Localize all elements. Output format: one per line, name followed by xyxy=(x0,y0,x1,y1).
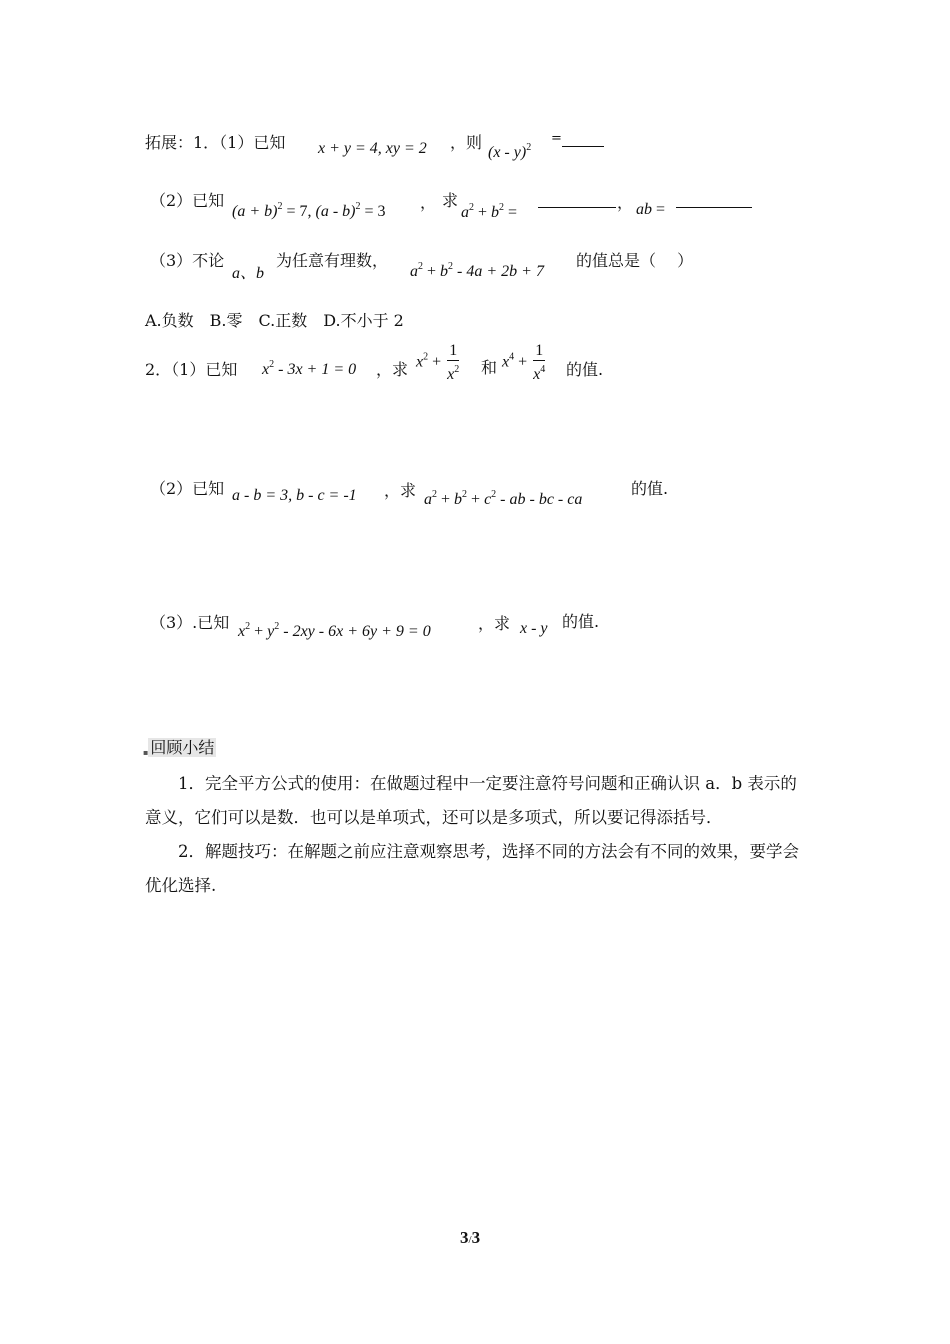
var-x: x xyxy=(238,623,246,640)
exp: 2 xyxy=(418,261,423,272)
exp: 2 xyxy=(499,202,505,213)
ext-q1-1 xyxy=(145,130,285,153)
var-b: b xyxy=(440,263,449,280)
denominator xyxy=(445,361,461,384)
var-x: x xyxy=(533,366,541,383)
q2-1-suffix: 的值. xyxy=(566,360,604,379)
exp: 2 xyxy=(448,261,454,272)
eq: = xyxy=(652,201,666,218)
anchor-marker-icon: ▪ xyxy=(143,748,149,757)
var-a: a xyxy=(461,204,469,221)
ext-q1-3-vars: a、b xyxy=(232,265,265,282)
exp: 4 xyxy=(540,364,546,375)
q2-1-ask-2 xyxy=(502,342,547,384)
q2-3-suffix: 的值. xyxy=(562,612,600,631)
choice-options: A.负数 B.零 C.正数 D.不小于 2 xyxy=(145,311,404,330)
fraction xyxy=(445,342,461,384)
var-ab: ab xyxy=(636,201,652,218)
given-1-rest: = 7, xyxy=(282,203,316,220)
ext-q1-3-suffix: 的值总是（ ） xyxy=(576,251,694,270)
ext-q1-1-eq: = xyxy=(551,131,562,146)
summary-title: 回顾小结 xyxy=(150,738,215,757)
exp: 2 xyxy=(491,489,497,500)
exp: 4 xyxy=(509,351,515,363)
exp: 2 xyxy=(274,621,280,632)
summary-heading xyxy=(143,735,216,758)
plus: + xyxy=(250,623,268,640)
given-2-base: (a - b) xyxy=(315,203,356,220)
exp: 2 xyxy=(245,621,251,632)
exp: 2 xyxy=(269,359,275,370)
given-rest: - 3x + 1 = 0 xyxy=(274,361,357,378)
denominator xyxy=(531,361,547,384)
q2-3-ask: x - y xyxy=(520,620,548,637)
q2-2-prefix: （2）已知 xyxy=(150,479,225,498)
numerator: 1 xyxy=(449,342,458,359)
q2-2-given: a - b = 3, b - c = -1 xyxy=(232,487,357,504)
ext-q1-3-expr xyxy=(410,261,544,281)
ext-q1-2-comma: ， xyxy=(420,193,437,212)
answer-blank[interactable] xyxy=(538,207,616,208)
plus: + xyxy=(514,353,532,371)
var-b: b xyxy=(491,204,500,221)
plus: + xyxy=(423,263,441,280)
var-y: y xyxy=(267,623,275,640)
var-x: x xyxy=(262,361,270,378)
ext-q1-1-mid: ，则 xyxy=(450,133,483,152)
page-current: 3 xyxy=(460,1228,469,1247)
ext-q1-3-prefix: （3）不论 xyxy=(150,251,225,270)
expr-rest: - 2xy - 6x + 6y + 9 = 0 xyxy=(279,623,431,640)
summary-paragraph-2: 2．解题技巧：在解题之前应注意观察思考，选择不同的方法会有不同的效果，要学会优化选择. xyxy=(145,842,799,895)
expr-rest: - 4a + 2b + 7 xyxy=(453,263,544,280)
q2-1-ask-1 xyxy=(416,342,461,384)
ext-q1-1-ask-base: (x - y) xyxy=(488,144,527,161)
var-b: b xyxy=(454,491,463,508)
plus: + xyxy=(474,204,492,221)
exp: 2 xyxy=(432,489,437,500)
plus: + xyxy=(467,491,485,508)
expr-rest: - ab - bc - ca xyxy=(496,491,583,508)
ext-q1-2-ask-word: 求 xyxy=(442,191,459,210)
given-2-exp: 2 xyxy=(355,201,361,212)
q2-1-and: 和 xyxy=(481,358,498,377)
ext-q1-1-ask xyxy=(488,142,531,162)
page-total: 3 xyxy=(471,1228,481,1247)
page-separator: / xyxy=(468,1234,472,1246)
ext-q1-1-ask-exp: 2 xyxy=(526,142,532,153)
var-x: x xyxy=(447,366,455,383)
summary-paragraph-1: 1．完全平方公式的使用：在做题过程中一定要注意符号问题和正确认识 a．b 表示的意义，它们可以是数．也可以是单项式，还可以是多项式，所以要记得添括号． xyxy=(145,774,797,827)
q2-2-suffix: 的值. xyxy=(631,479,669,498)
answer-blank[interactable] xyxy=(676,207,752,208)
q2-3-given xyxy=(238,621,431,641)
plus: + xyxy=(428,353,446,371)
numerator: 1 xyxy=(535,342,544,359)
q2-1-given xyxy=(262,359,356,379)
ext-q1-1-prefix: 拓展：1．（1）已知 xyxy=(145,133,286,152)
ext-q1-2-ask xyxy=(461,202,517,222)
given-2-rest: = 3 xyxy=(360,203,386,220)
var-x: x xyxy=(416,353,424,371)
eq: = xyxy=(504,204,518,221)
exp: 2 xyxy=(462,489,468,500)
ext-q1-2-prefix: （2）已知 xyxy=(150,191,225,210)
exp: 2 xyxy=(469,202,474,213)
ext-q1-1-given: x + y = 4, xy = 2 xyxy=(318,140,427,157)
ext-q1-2-comma2: ， xyxy=(617,193,634,212)
ext-q1-2-ab xyxy=(636,201,665,219)
var-a: a xyxy=(410,263,418,280)
q2-2-mid: ，求 xyxy=(384,481,417,500)
answer-blank[interactable] xyxy=(562,146,604,147)
plus: + xyxy=(437,491,455,508)
q2-3-prefix: （3）.已知 xyxy=(150,613,230,632)
q2-1-mid: ，求 xyxy=(376,360,409,379)
ext-q1-2-given xyxy=(232,201,386,221)
var-c: c xyxy=(484,491,492,508)
q2-3-mid: ，求 xyxy=(478,614,511,633)
q2-2-expr xyxy=(424,489,582,509)
exp: 2 xyxy=(423,351,429,363)
ext-q1-3-mid: 为任意有理数， xyxy=(276,251,389,270)
summary-body xyxy=(145,767,810,903)
var-a: a xyxy=(424,491,432,508)
exp: 2 xyxy=(454,364,460,375)
given-1-exp: 2 xyxy=(277,201,283,212)
given-1-base: (a + b) xyxy=(232,203,278,220)
q2-1-prefix: 2．（1）已知 xyxy=(145,360,238,379)
var-x: x xyxy=(502,353,510,371)
page-number xyxy=(460,1228,480,1248)
fraction xyxy=(531,342,547,384)
